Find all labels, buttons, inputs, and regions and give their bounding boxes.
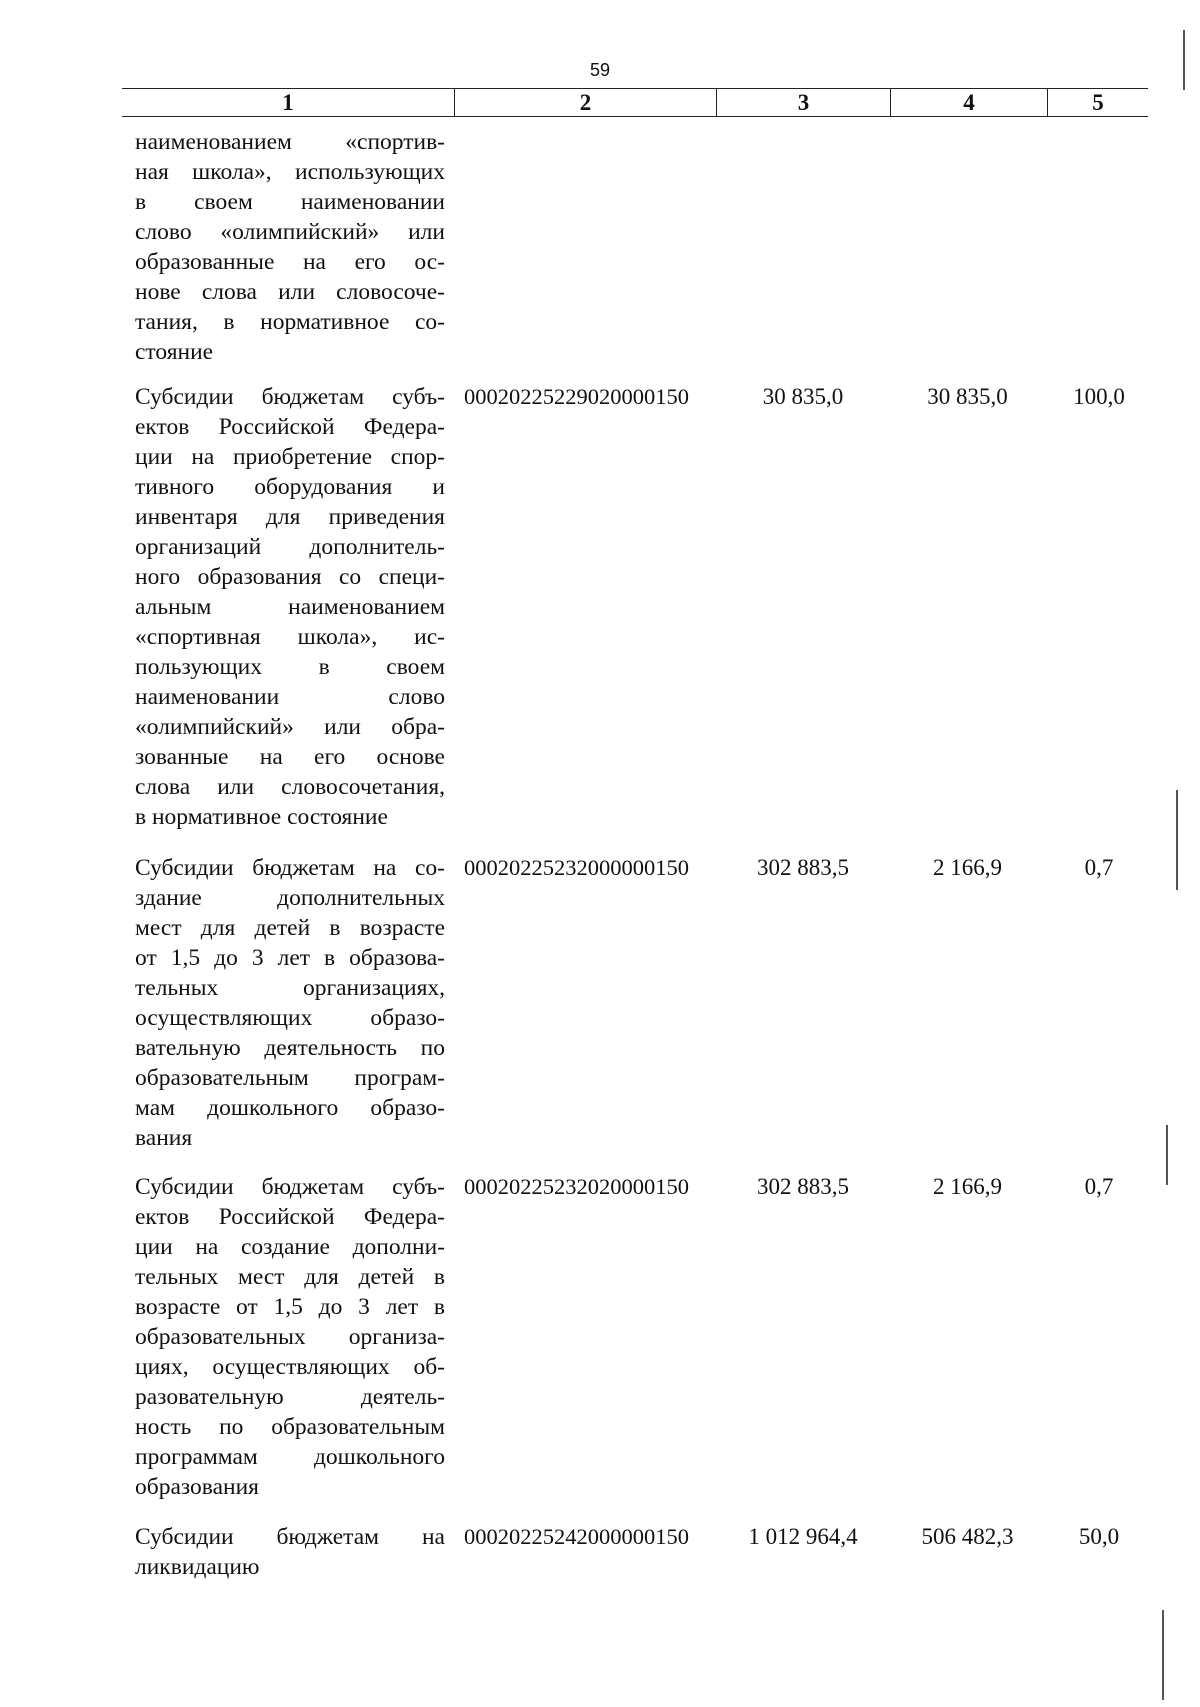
description-line: Субсидии бюджетам на со- [135, 855, 445, 881]
description-line: возрасте от 1,5 до 3 лет в [135, 1294, 445, 1320]
header-col-2: 2 [454, 89, 716, 116]
description-line: вательную деятельность по [135, 1035, 445, 1061]
description-line: мест для детей в возрасте [135, 915, 445, 941]
value-col-3: 1 012 964,4 [748, 1524, 858, 1549]
value-col-5: 0,7 [1084, 1174, 1114, 1199]
value-col-4: 2 166,9 [933, 1174, 1002, 1199]
description-line: здание дополнительных [135, 885, 445, 911]
description-line: нове слова или словосоче- [135, 279, 445, 305]
description-line: тельных мест для детей в [135, 1264, 445, 1290]
description-line: образованные на его ос- [135, 249, 445, 275]
description-line: программам дошкольного [135, 1444, 445, 1470]
description-line: пользующих в своем [135, 654, 445, 680]
value-col-4: 2 166,9 [933, 855, 1002, 880]
description-line: ная школа», использующих [135, 159, 445, 185]
description-line: образовательным програм- [135, 1065, 445, 1091]
value-col-3: 302 883,5 [757, 855, 849, 880]
budget-code: 00020225229020000150 [464, 384, 689, 409]
row-description [135, 1522, 445, 1582]
description-line: слова или словосочетания, [135, 774, 445, 800]
description-line: инвентаря для приведения [135, 504, 445, 530]
value-col-5: 100,0 [1073, 384, 1125, 409]
description-line: Субсидии бюджетам субъ- [135, 1174, 445, 1200]
description-line: слово «олимпийский» или [135, 219, 445, 245]
description-line: наименованием «спортив- [135, 129, 445, 155]
description-line: осуществляющих образо- [135, 1005, 445, 1031]
description-line: ции на приобретение спор- [135, 444, 445, 470]
description-line: образования [135, 1474, 259, 1500]
header-col-1: 1 [282, 89, 294, 115]
value-col-4: 506 482,3 [921, 1524, 1014, 1549]
description-line: «олимпийский» или обра- [135, 714, 445, 740]
value-col-3: 302 883,5 [757, 1174, 849, 1199]
description-line: ектов Российской Федера- [135, 1204, 445, 1230]
header-col-5: 5 [1047, 89, 1148, 116]
description-line: стояние [135, 339, 214, 365]
page-number: 59 [589, 60, 611, 80]
description-line: тельных организациях, [135, 975, 445, 1001]
description-line: вания [135, 1125, 193, 1151]
value-col-3: 30 835,0 [762, 384, 844, 409]
scan-edge-mark [1176, 790, 1178, 890]
row-description [135, 1172, 445, 1502]
description-line: ектов Российской Федера- [135, 414, 445, 440]
value-col-5: 0,7 [1084, 855, 1114, 880]
description-line: разовательную деятель- [135, 1384, 445, 1410]
budget-code: 00020225242000000150 [464, 1524, 689, 1549]
description-line: циях, осуществляющих об- [135, 1354, 445, 1380]
description-line: ликвидацию [135, 1554, 260, 1580]
description-line: организаций дополнитель- [135, 534, 445, 560]
scan-edge-mark [1166, 1125, 1168, 1185]
description-line: мам дошкольного образо- [135, 1095, 445, 1121]
budget-code: 00020225232020000150 [464, 1174, 689, 1199]
description-line: «спортивная школа», ис- [135, 624, 445, 650]
budget-code: 00020225232000000150 [464, 855, 689, 880]
row-description [135, 382, 445, 832]
description-line: альным наименованием [135, 594, 445, 620]
scan-edge-mark [1183, 30, 1185, 90]
description-line: ции на создание дополни- [135, 1234, 445, 1260]
description-line: тания, в нормативное со- [135, 309, 445, 335]
description-line: наименовании слово [135, 684, 445, 710]
description-line: в нормативное состояние [135, 804, 388, 830]
header-col-3: 3 [716, 89, 890, 116]
description-line: в своем наименовании [135, 189, 445, 215]
scan-edge-mark [1162, 1610, 1164, 1700]
table-header [122, 88, 1148, 117]
description-line: ного образования со специ- [135, 564, 445, 590]
value-col-4: 30 835,0 [927, 384, 1008, 409]
description-line: тивного оборудования и [135, 474, 445, 500]
description-line: Субсидии бюджетам субъ- [135, 384, 445, 410]
description-line: зованные на его основе [135, 744, 445, 770]
description-line: от 1,5 до 3 лет в образова- [135, 945, 445, 971]
description-line: ность по образовательным [135, 1414, 445, 1440]
row-description [135, 853, 445, 1153]
value-col-5: 50,0 [1078, 1524, 1120, 1549]
row-description [135, 127, 445, 367]
header-col-4: 4 [890, 89, 1047, 116]
description-line: Субсидии бюджетам на [135, 1524, 445, 1550]
description-line: образовательных организа- [135, 1324, 445, 1350]
